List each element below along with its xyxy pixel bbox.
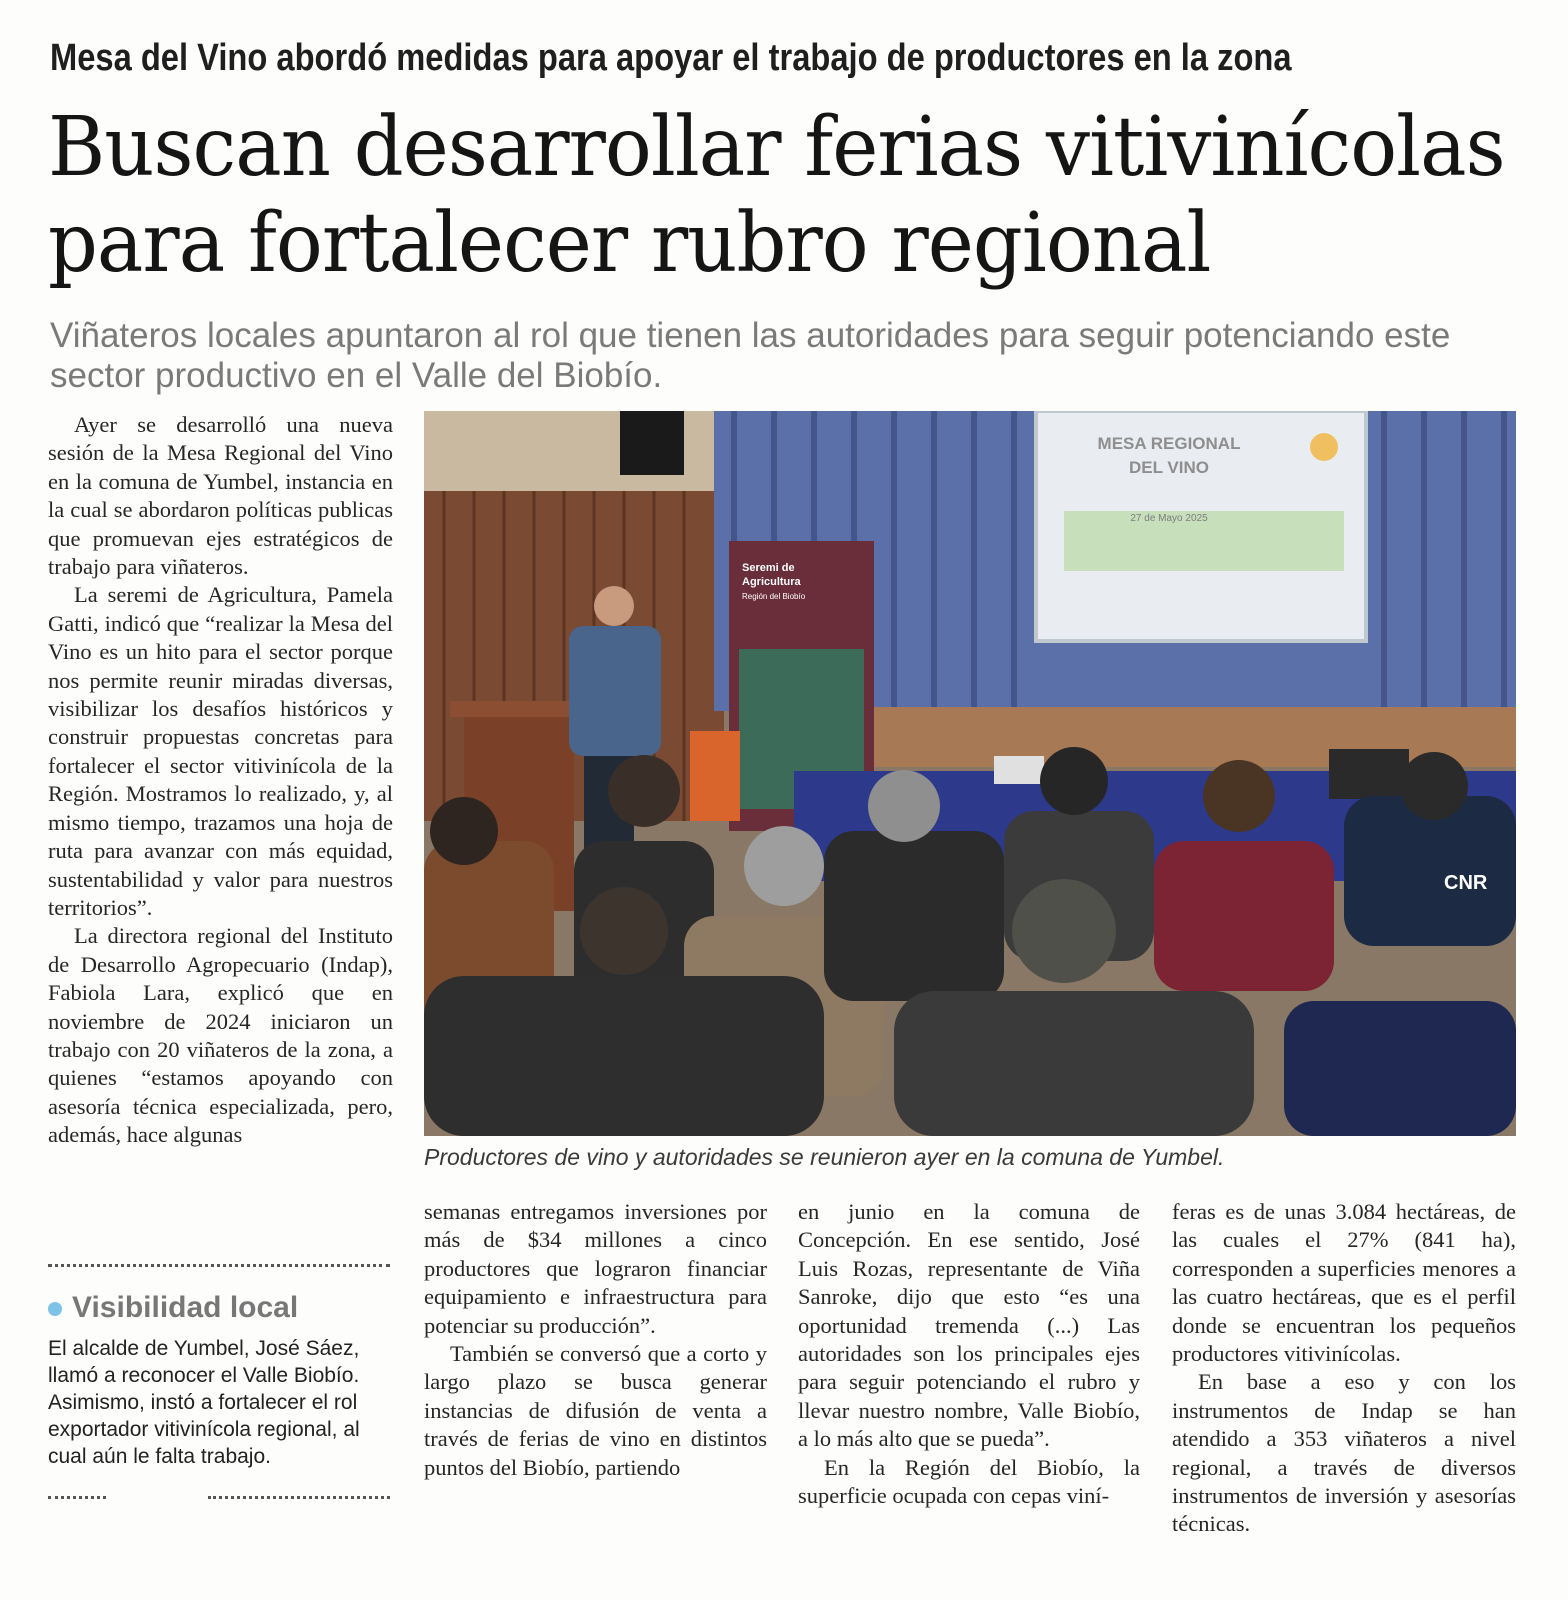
bullet-icon [48,1302,62,1316]
headline-line-2: para fortalecer rubro regional [48,196,1211,291]
sidebar-title-text: Visibilidad local [72,1291,299,1324]
jacket-logo: CNR [1444,872,1488,894]
headline-line-1: Buscan desarrollar ferias vitivinícolas [48,100,1505,195]
banner-line-1: Seremi de [742,562,795,574]
deck-line-1: Viñateros locales apuntaron al rol que tienen las autoridades para seguir potenciando este [50,316,1451,355]
deck [50,316,1530,396]
paragraph: También se conversó que a corto y largo plazo se busca generar instancias de difusión de venta a través de ferias de vino en distintos puntos del Biobío, partiendo [424,1341,767,1480]
sidebar-top-rule [48,1264,390,1267]
photo-caption: Productores de vino y autoridades se reunieron ayer en la comuna de Yumbel. [424,1144,1225,1170]
body-column-1 [48,411,393,1150]
paragraph: semanas entregamos inversiones por más de $34 millones a cinco productores que lograron financiar equipamiento e infraestructura para potenciar su producción”. [424,1199,767,1338]
event-photo [424,411,1516,1136]
paragraph: En la Región del Biobío, la superficie ocupada con cepas viní- [798,1454,1140,1509]
photo-illustration [424,411,1516,1136]
screen-title-line-1: MESA REGIONAL [1097,434,1241,453]
paragraph: La seremi de Agricultura, Pamela Gatti, indicó que “realizar la Mesa del Vino es un hito para el sector porque nos permite reunir miradas diversas, visibilizar los desafíos históricos y construir propuestas concretas para fortalecer el sector vitivinícola de la Región. Mostramos lo realizado, y, al mismo tiempo, trazamos una hoja de ruta para avanzar con más equidad, sustentabilidad y valor para nuestros territorios”. [48,582,393,920]
sidebar-title [48,1290,298,1326]
headline [48,100,1505,292]
sidebar-body: El alcalde de Yumbel, José Sáez, llamó a reconocer el Valle Biobío. Asimismo, instó a fortalecer el rol exportador vitivinícola regional, al cual aún le falta trabajo. [48,1337,360,1468]
banner-line-3: Región del Biobío [742,592,806,601]
screen-title-line-2: DEL VINO [1129,458,1209,477]
paragraph: feras es de unas 3.084 hectáreas, de las cuales el 27% (841 ha), corresponden a superficies menores a las cuatro hectáreas, que es el perfil donde se encuentran los pequeños productores vitivinícolas. [1172,1199,1516,1367]
body-column-4 [1172,1198,1516,1539]
banner-line-2: Agricultura [742,576,801,588]
paragraph: La directora regional del Instituto de Desarrollo Agropecuario (Indap), Fabiola Lara, explicó que en noviembre de 2024 iniciaron un trabajo con 20 viñateros de la zona, a quienes “estamos apoyando con asesoría técnica especializada, pero, además, hace algunas [48,923,393,1148]
paragraph: En base a eso y con los instrumentos de Indap se han atendido a 353 viñateros a nivel regional, a través de diversos instrumentos de inversión y asesorías técnicas. [1172,1369,1516,1537]
screen-date: 27 de Mayo 2025 [1130,513,1208,524]
deck-line-2: sector productivo en el Valle del Biobío. [50,356,663,395]
body-column-2 [424,1198,767,1482]
paragraph: Ayer se desarrolló una nueva sesión de la Mesa Regional del Vino en la comuna de Yumbel, instancia en la cual se abordaron políticas publicas que promuevan ejes estratégicos de trabajo para viñateros. [48,412,393,580]
kicker: Mesa del Vino abordó medidas para apoyar el trabajo de productores en la zona [50,37,1292,79]
paragraph: en junio en la comuna de Concepción. En ese sentido, José Luis Rozas, representante de Viña Sanroke, dijo que esto “es una oportunidad tremenda (...) Las autoridades son los principales ejes para seguir potenciando el rubro y llevar nuestro nombre, Valle Biobío, a lo más alto que se pueda”. [798,1199,1140,1452]
sidebar-bottom-rule-left [48,1496,106,1499]
body-column-3 [798,1198,1140,1510]
sidebar-bottom-rule-right [208,1496,390,1499]
